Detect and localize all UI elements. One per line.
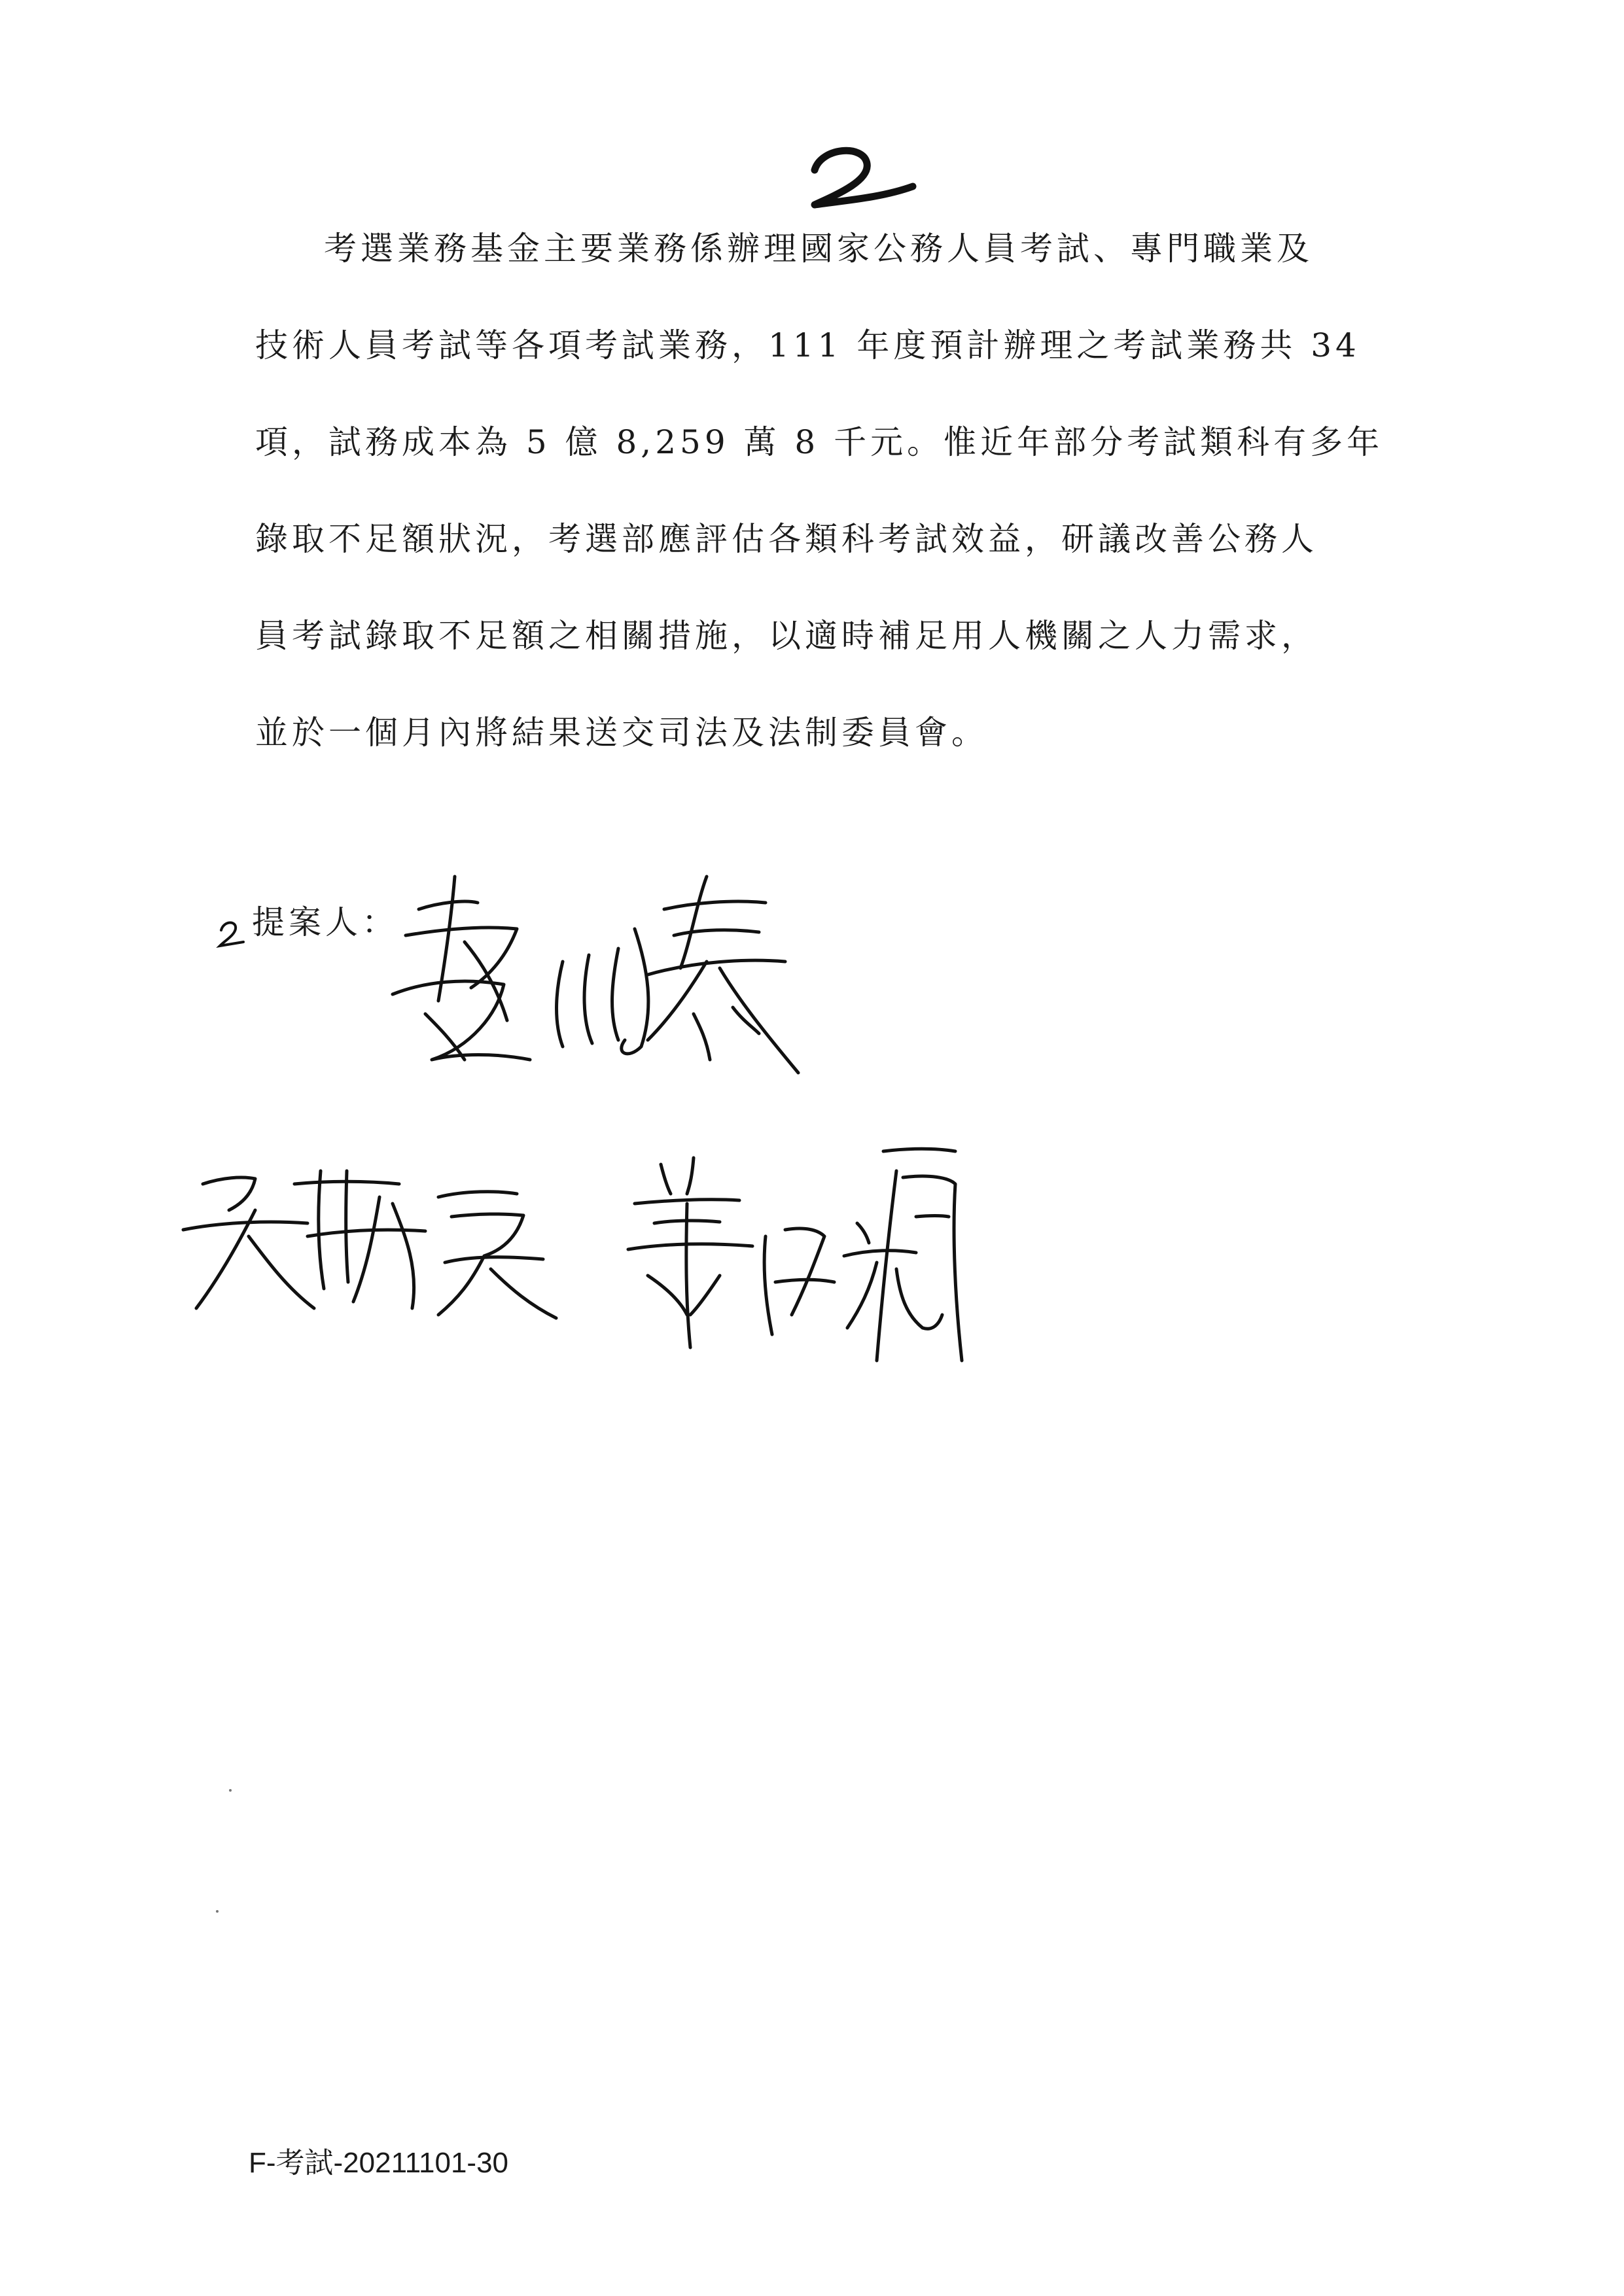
paragraph-line-5: 員考試錄取不足額之相關措施，以適時補足用人機關之人力需求， xyxy=(255,617,1318,655)
signature-2 xyxy=(177,1158,569,1328)
signature-1 xyxy=(366,863,851,1105)
handwritten-page-number xyxy=(802,141,919,213)
proposer-label: 提案人： xyxy=(252,903,398,941)
scan-speck xyxy=(229,1789,232,1792)
scan-speck xyxy=(216,1910,219,1913)
paragraph-line-2: 技術人員考試等各項考試業務，111 年度預計辦理之考試業務共 34 xyxy=(255,326,1360,364)
paragraph-line-6: 並於一個月內將結果送交司法及法制委員會。 xyxy=(255,714,988,752)
paragraph-line-4: 錄取不足額狀況，考選部應評估各類科考試效益，研議改善公務人 xyxy=(255,520,1318,558)
proposer-hand-mark xyxy=(216,917,245,950)
signature-3 xyxy=(609,1138,975,1374)
document-code: F-考試-20211101-30 xyxy=(249,2147,509,2179)
paragraph-line-1: 考選業務基金主要業務係辦理國家公務人員考試、專門職業及 xyxy=(324,230,1313,268)
paragraph-line-3: 項，試務成本為 5 億 8,259 萬 8 千元。惟近年部分考試類科有多年 xyxy=(255,423,1384,461)
